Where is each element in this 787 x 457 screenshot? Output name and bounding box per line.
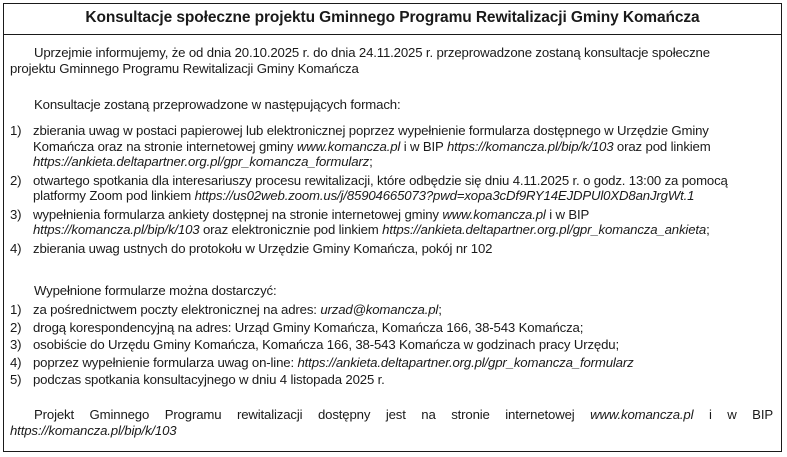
item-number: 3)	[10, 206, 22, 222]
forms-list	[10, 123, 773, 256]
website-link[interactable]: www.komancza.pl	[296, 138, 401, 154]
closing-line-2	[10, 423, 773, 439]
list-item	[10, 337, 773, 353]
closing-line-1: Projekt Gminnego Programu rewitalizacji dostępny jest na stronie internetowej www.komancza.pl i w BIP	[34, 407, 773, 422]
item-number: 2)	[10, 172, 22, 188]
list-item	[10, 355, 773, 371]
submit-list	[10, 302, 773, 388]
item-text: Komańcza oraz na stronie internetowej gminy www.komancza.pl i w BIP https://komancza.pl/bip/k/103 oraz pod linkiem	[33, 138, 711, 154]
item-text: podczas spotkania konsultacyjnego w dniu 4 listopada 2025 r.	[33, 372, 385, 387]
website-link[interactable]: www.komancza.pl	[442, 206, 546, 222]
item-text: drogą korespondencyjną na adres: Urząd Gminy Komańcza, Komańcza 166, 38-543 Komańcza;	[33, 319, 584, 335]
item-text: https://komancza.pl/bip/k/103 oraz elektronicznie pod linkiem https://ankieta.deltapartner.org.pl/gpr_komancza_ankieta;	[33, 222, 710, 237]
item-text: zbierania uwag ustnych do protokołu w Urzędzie Gminy Komańcza, pokój nr 102	[33, 240, 493, 256]
announcement-box	[3, 3, 782, 452]
bip-link[interactable]: https://komancza.pl/bip/k/103	[446, 138, 614, 154]
forms-heading: Konsultacje zostaną przeprowadzone w następujących formach:	[34, 97, 401, 112]
list-item	[10, 173, 773, 204]
list-item	[10, 302, 773, 318]
intro-line-2: projektu Gminnego Programu Rewitalizacji Gminy Komańcza	[10, 60, 359, 76]
list-item	[10, 372, 773, 388]
form-link[interactable]: https://ankieta.deltapartner.org.pl/gpr_komancza_formularz	[33, 154, 370, 169]
zoom-link[interactable]: https://us02web.zoom.us/j/85904665073?pwd=xopa3cDf9RY14EJDPUl0XD8anJrgWt.1	[194, 188, 695, 203]
item-number: 1)	[10, 302, 22, 317]
item-number: 5)	[10, 372, 22, 387]
website-link[interactable]: www.komancza.pl	[590, 407, 694, 422]
survey-link[interactable]: https://ankieta.deltapartner.org.pl/gpr_komancza_ankieta	[382, 222, 707, 237]
list-item	[10, 123, 773, 170]
item-text: wypełnienia formularza ankiety dostępnej na stronie internetowej gminy www.komancza.pl i w BIP	[33, 206, 590, 222]
intro-paragraph	[10, 45, 773, 76]
item-number: 4)	[10, 240, 22, 256]
announcement-title: Konsultacje społeczne projektu Gminnego Programu Rewitalizacji Gminy Komańcza	[85, 9, 700, 26]
item-number: 3)	[10, 337, 22, 352]
list-item	[10, 241, 773, 257]
closing-paragraph	[10, 407, 773, 438]
item-text: zbierania uwag w postaci papierowej lub elektronicznej poprzez wypełnienie formularza dostępnego w Urzędzie Gminy	[33, 123, 709, 138]
item-number: 1)	[10, 123, 22, 138]
title-divider	[4, 34, 781, 35]
item-text: https://ankieta.deltapartner.org.pl/gpr_komancza_formularz;	[33, 154, 373, 169]
item-text: za pośrednictwem poczty elektronicznej na adres: urzad@komancza.pl;	[33, 302, 442, 317]
online-form-link[interactable]: https://ankieta.deltapartner.org.pl/gpr_komancza_formularz	[297, 354, 634, 370]
item-text: poprzez wypełnienie formularza uwag on-line: https://ankieta.deltapartner.org.pl/gpr_komancza_formularz	[33, 354, 634, 370]
email-link[interactable]: urzad@komancza.pl	[320, 302, 439, 317]
bip-link[interactable]: https://komancza.pl/bip/k/103	[33, 222, 200, 237]
submit-heading: Wypełnione formularze można dostarczyć:	[34, 283, 277, 298]
list-item	[10, 320, 773, 336]
intro-line-1: Uprzejmie informujemy, że od dnia 20.10.2025 r. do dnia 24.11.2025 r. przeprowadzone zostaną konsultacje społeczne	[34, 45, 710, 60]
item-number: 4)	[10, 354, 22, 370]
item-number: 2)	[10, 319, 22, 335]
list-item	[10, 207, 773, 238]
item-text: osobiście do Urzędu Gminy Komańcza, Komańcza 166, 38-543 Komańcza w godzinach pracy Urzędu;	[33, 337, 619, 352]
item-text: otwartego spotkania dla interesariuszy procesu rewitalizacji, które odbędzie się dniu 4.11.2025 r. o godz. 13:00 za pomocą	[33, 172, 728, 188]
item-text: platformy Zoom pod linkiem https://us02web.zoom.us/j/85904665073?pwd=xopa3cDf9RY14EJDPUl0XD8anJrgWt.1	[33, 188, 695, 203]
bip-link[interactable]: https://komancza.pl/bip/k/103	[10, 422, 177, 438]
